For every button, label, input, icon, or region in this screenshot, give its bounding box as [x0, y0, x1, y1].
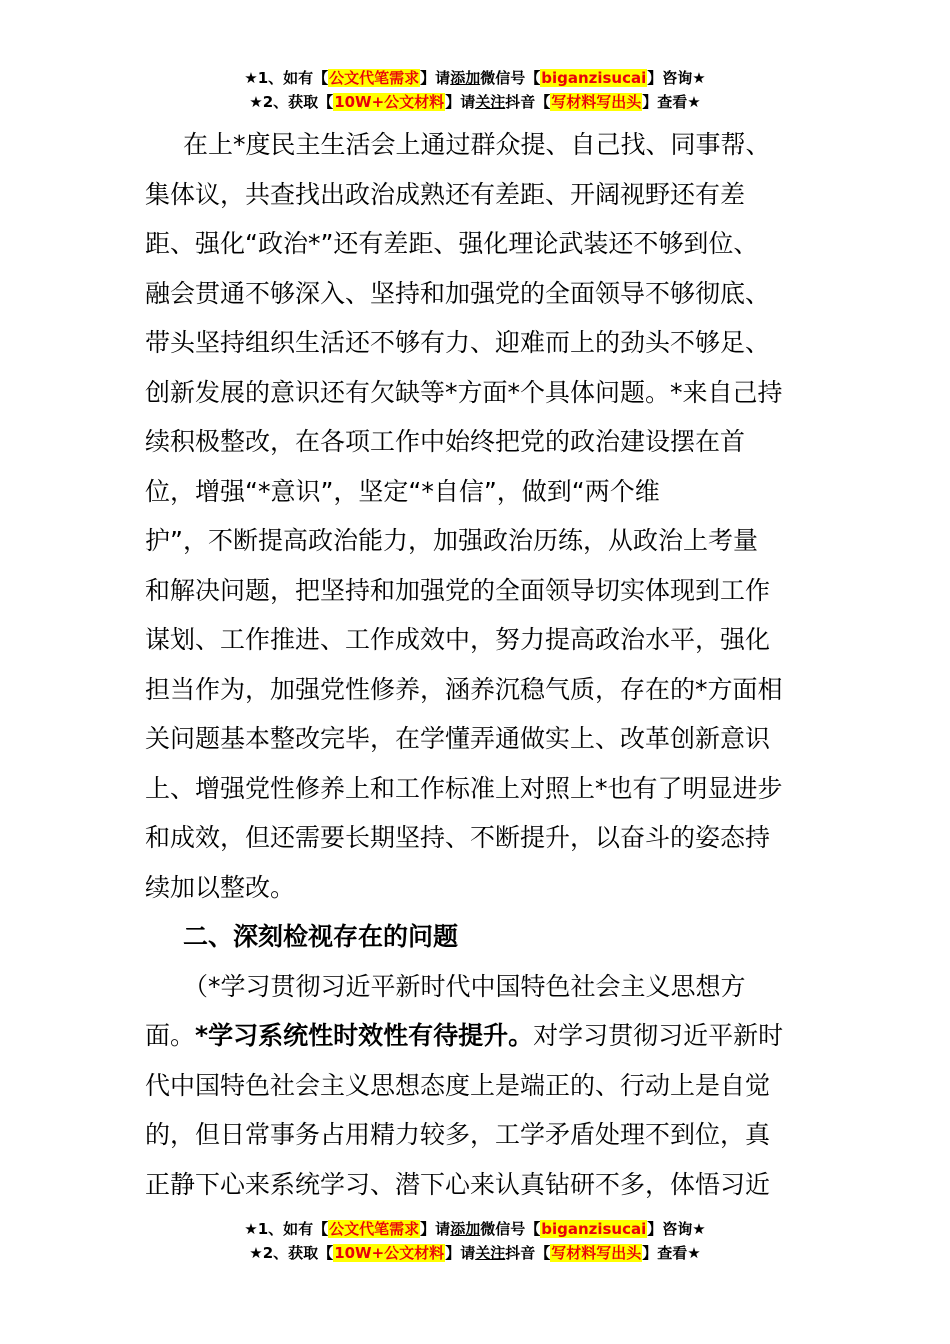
text-line: 面。*学习系统性时效性有待提升。对学习贯彻习近平新时 — [145, 1021, 784, 1050]
highlight-douyin: 写材料写出头 — [551, 93, 642, 111]
text-line: 护”，不断提高政治能力，加强政治历练，从政治上考量 — [145, 526, 758, 555]
highlight-materials: 10W+公文材料 — [334, 1244, 445, 1262]
text-line: 关问题基本整改完毕，在学懂弄通做实上、改革创新意识 — [145, 724, 771, 753]
banner-line-1: ★1、如有【公文代笔需求】请添加微信号【biganzisucai】咨询★ — [244, 1220, 706, 1238]
banner-line-1: ★1、如有【公文代笔需求】请添加微信号【biganzisucai】咨询★ — [244, 69, 706, 87]
text-line: 续积极整改，在各项工作中始终把党的政治建设摆在首 — [145, 427, 746, 456]
text-line: 的，但日常事务占用精力较多，工学矛盾处理不到位，真 — [145, 1120, 771, 1149]
text-line: 正静下心来系统学习、潜下心来认真钻研不多，体悟习近 — [145, 1169, 771, 1199]
text-line: 带头坚持组织生活还不够有力、迎难而上的劲头不够足、 — [145, 328, 771, 357]
highlight-service: 公文代笔需求 — [329, 1220, 420, 1238]
paragraph-review — [145, 120, 810, 912]
document-body — [145, 120, 810, 1209]
highlight-service: 公文代笔需求 — [329, 69, 420, 87]
text-line: 融会贯通不够深入、坚持和加强党的全面领导不够彻底、 — [145, 278, 771, 308]
text-line: 集体议，共查找出政治成熟还有差距、开阔视野还有差 — [145, 179, 746, 209]
text-line: 在上*度民主生活会上通过群众提、自己找、同事帮、 — [183, 130, 771, 159]
text-line: 谋划、工作推进、工作成效中，努力提高政治水平，强化 — [145, 625, 771, 654]
text-line: 担当作为，加强党性修养，涵养沉稳气质，存在的*方面相 — [145, 674, 783, 704]
highlight-wechat-id: biganzisucai — [541, 69, 647, 87]
highlight-douyin: 写材料写出头 — [551, 1244, 642, 1262]
section-heading: 二、深刻检视存在的问题 — [183, 922, 459, 951]
banner-line-2: ★2、获取【10W+公文材料】请关注抖音【写材料写出头】查看★ — [249, 93, 701, 111]
highlight-materials: 10W+公文材料 — [334, 93, 445, 111]
footer-banner — [0, 1217, 950, 1265]
banner-line-2: ★2、获取【10W+公文材料】请关注抖音【写材料写出头】查看★ — [249, 1244, 701, 1262]
text-line: 距、强化“政治*”还有差距、强化理论武装还不够到位、 — [145, 229, 759, 258]
text-line: 和解决问题，把坚持和加强党的全面领导切实体现到工作 — [145, 575, 771, 605]
text-line: 和成效，但还需要长期坚持、不断提升，以奋斗的姿态持 — [145, 823, 771, 852]
text-line: 代中国特色社会主义思想态度上是端正的、行动上是自觉 — [145, 1070, 771, 1100]
bold-subheading: *学习系统性时效性有待提升。 — [195, 1021, 534, 1050]
highlight-wechat-id: biganzisucai — [541, 1220, 647, 1238]
text-line: （*学习贯彻习近平新时代中国特色社会主义思想方 — [183, 971, 746, 1001]
text-line: 创新发展的意识还有欠缺等*方面*个具体问题。*来自己持 — [145, 377, 783, 407]
header-banner — [0, 66, 950, 114]
paragraph-issues — [145, 962, 810, 1210]
text-line: 上、增强党性修养上和工作标准上对照上*也有了明显进步 — [145, 773, 783, 803]
text-line: 位，增强“*意识”，坚定“*自信”，做到“两个维 — [145, 476, 660, 506]
text-line: 续加以整改。 — [145, 872, 296, 902]
